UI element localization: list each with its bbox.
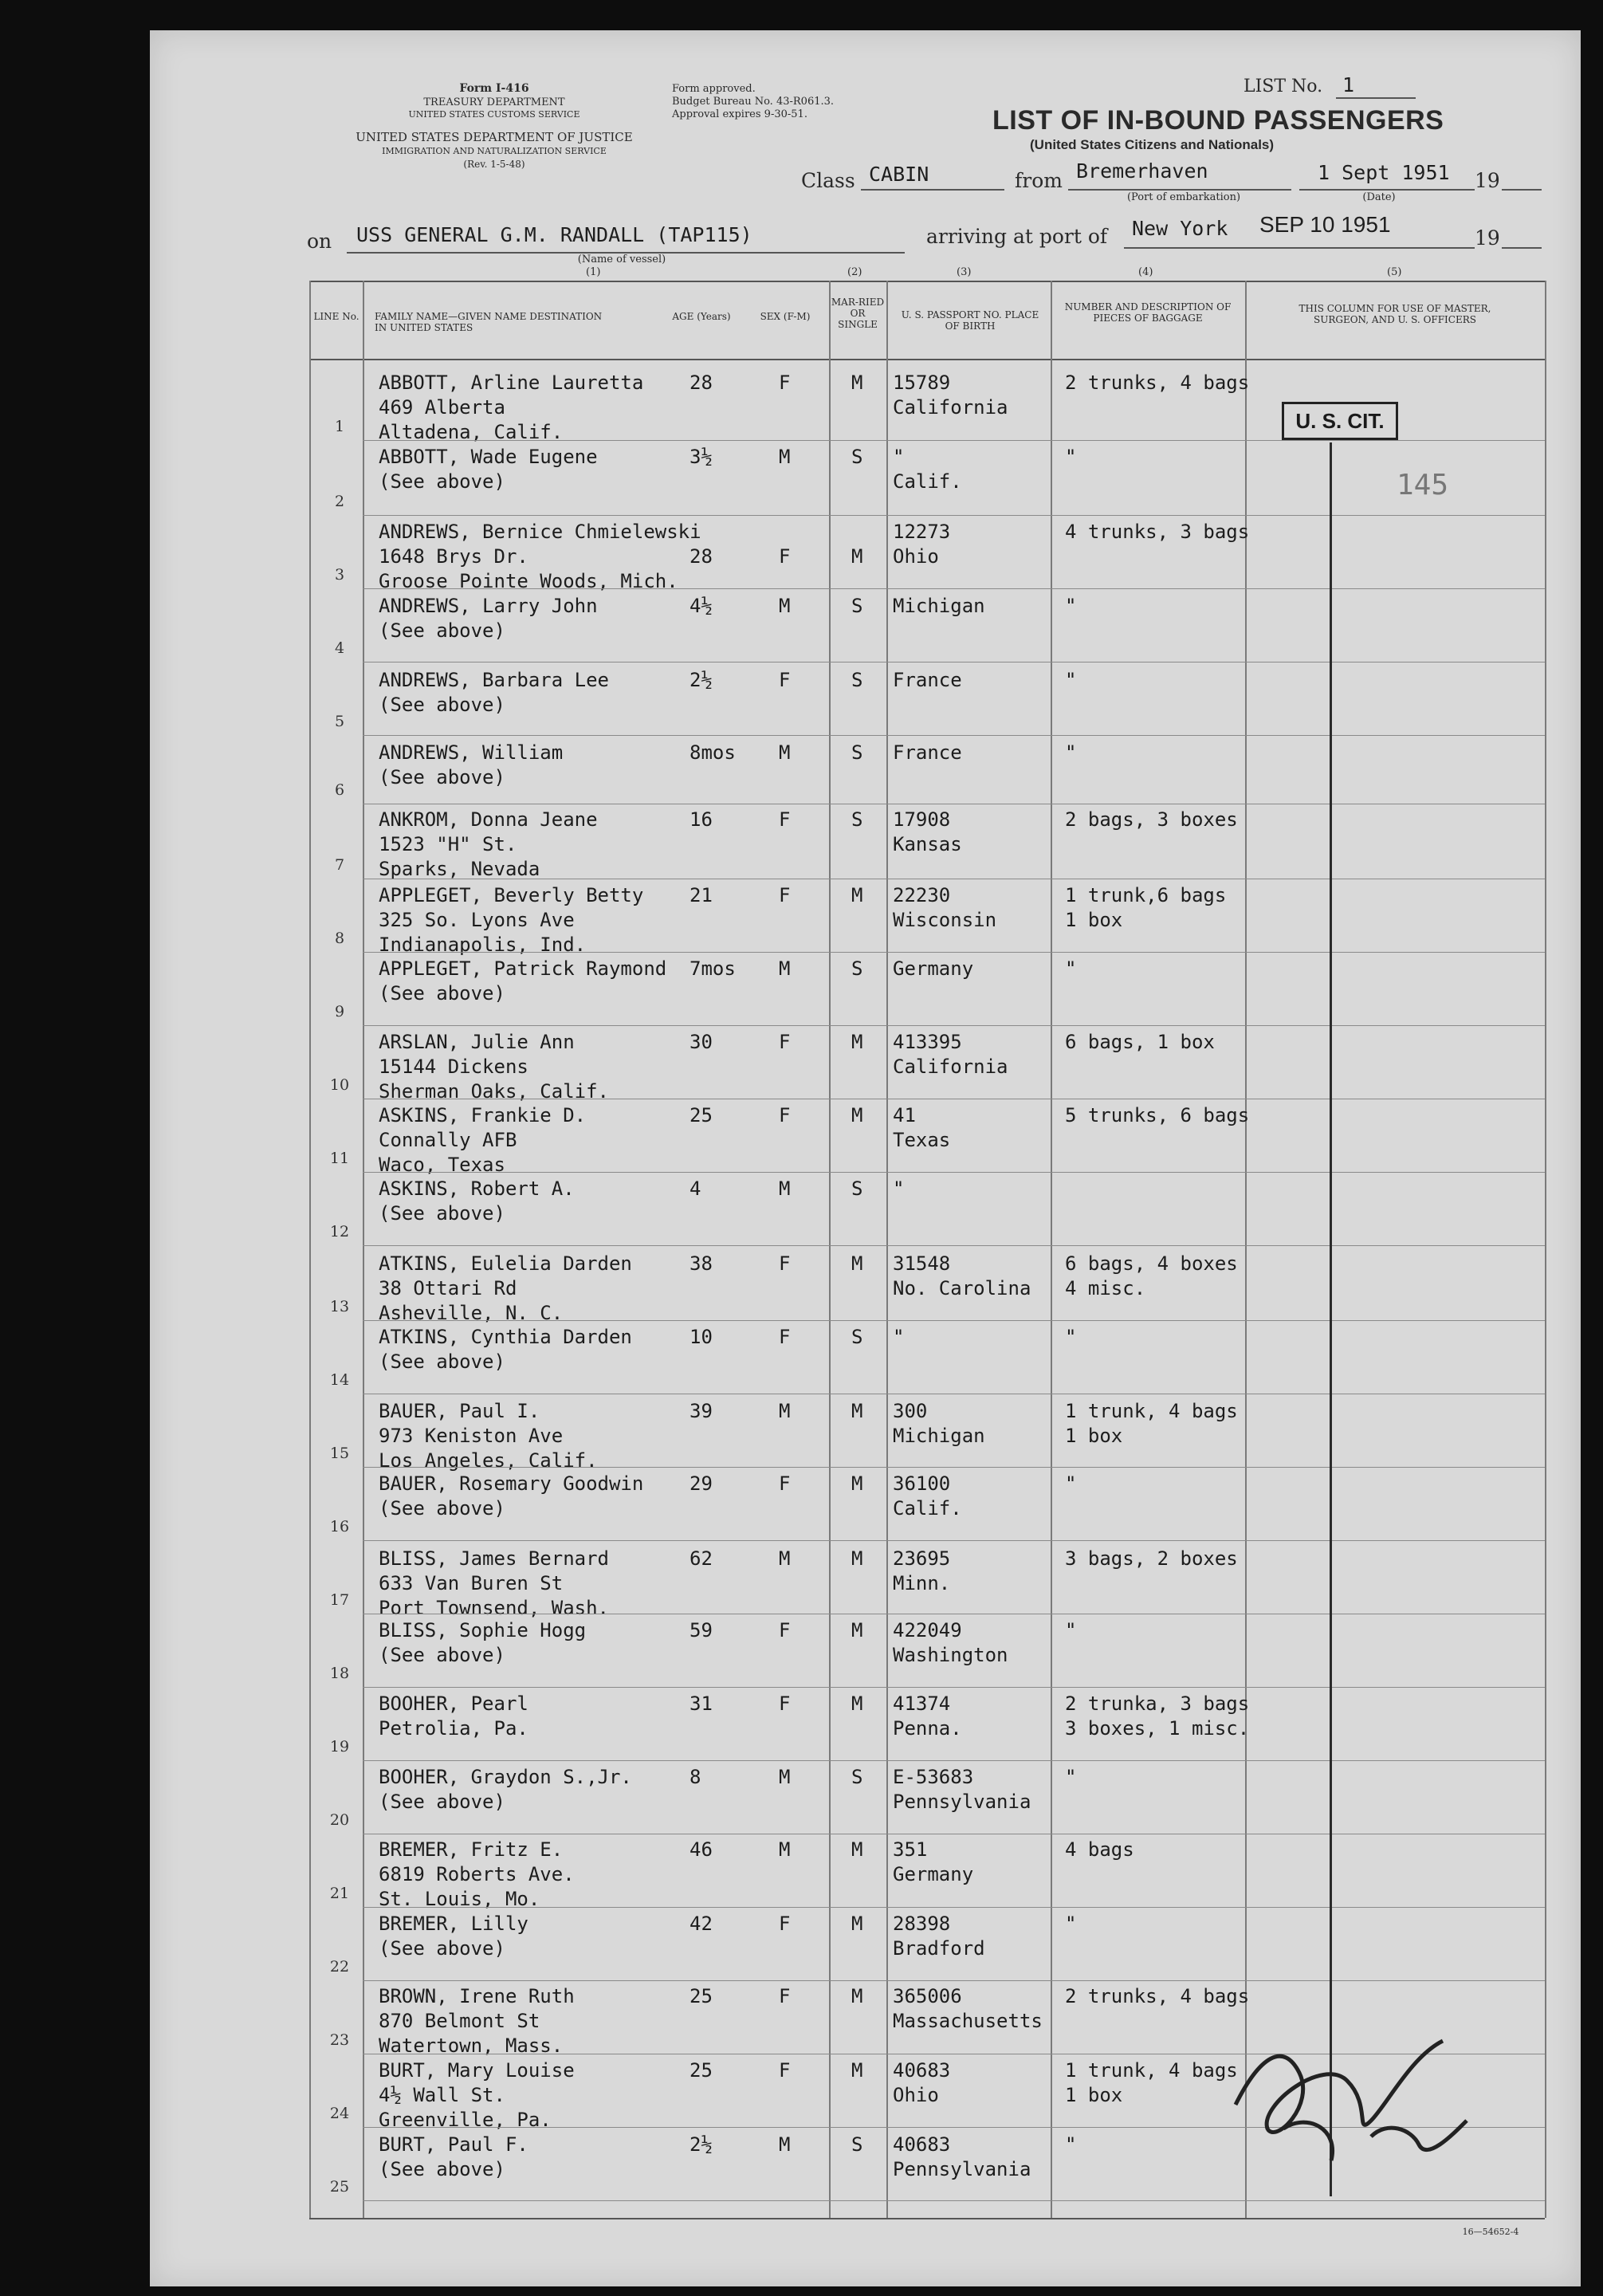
- marital-status: S: [851, 2133, 863, 2156]
- passenger-sex: F: [779, 1031, 791, 1053]
- passport-birthplace: 23695 Minn.: [893, 1547, 951, 1594]
- treasury-dept: TREASURY DEPARTMENT: [423, 96, 565, 108]
- passport-birthplace: 31548 No. Carolina: [893, 1252, 1031, 1299]
- marital-status: M: [851, 372, 863, 394]
- port-of-embarkation: Bremerhaven: [1076, 159, 1208, 183]
- col-number: (4): [1138, 266, 1153, 278]
- passenger-sex: M: [779, 1400, 791, 1422]
- marital-status: M: [851, 1619, 863, 1641]
- passenger-name: BLISS, Sophie Hogg (See above): [379, 1619, 587, 1666]
- marital-status: M: [851, 1252, 863, 1275]
- row-separator: [363, 1025, 1545, 1026]
- row-separator: [363, 1540, 1545, 1541]
- row-separator: [363, 588, 1545, 589]
- marital-status: M: [851, 1400, 863, 1422]
- vessel-name: USS GENERAL G.M. RANDALL (TAP115): [356, 223, 752, 246]
- form-number: Form I-416: [459, 82, 529, 95]
- baggage-description: ": [1065, 1472, 1077, 1495]
- passenger-age: 3½: [690, 446, 713, 468]
- marital-status: M: [851, 1547, 863, 1570]
- col-head-baggage: NUMBER AND DESCRIPTION OF PIECES OF BAGGAGE: [1064, 301, 1232, 324]
- marital-status: M: [851, 2059, 863, 2082]
- passenger-sex: F: [779, 2059, 791, 2082]
- passenger-name: BAUER, Rosemary Goodwin (See above): [379, 1472, 644, 1520]
- marital-status: M: [851, 1838, 863, 1861]
- passport-birthplace: 40683 Pennsylvania: [893, 2133, 1031, 2180]
- line-number: 4: [334, 639, 345, 657]
- row-separator: [363, 1687, 1545, 1688]
- passenger-name: ARSLAN, Julie Ann 15144 Dickens Sherman Oaks, Calif.: [379, 1031, 609, 1103]
- passenger-age: 10: [690, 1326, 713, 1348]
- line-number: 7: [334, 856, 345, 874]
- passenger-age: 31: [690, 1693, 713, 1715]
- passenger-age: 28: [690, 372, 713, 394]
- line-number: 22: [329, 1958, 350, 1976]
- revision: (Rev. 1-5-48): [463, 159, 525, 170]
- col-divider: [1051, 281, 1052, 2218]
- col-divider: [363, 281, 364, 2218]
- passenger-sex: M: [779, 957, 791, 980]
- baggage-description: ": [1065, 741, 1077, 764]
- passenger-age: 25: [690, 1985, 713, 2007]
- underline: [861, 189, 1004, 191]
- baggage-description: 1 trunk,6 bags 1 box: [1065, 884, 1227, 931]
- marital-status: S: [851, 1177, 863, 1200]
- passport-birthplace: 40683 Ohio: [893, 2059, 951, 2106]
- col-divider: [1545, 281, 1546, 2218]
- passport-birthplace: 22230 Wisconsin: [893, 884, 997, 931]
- table-bottom-border: [309, 2218, 1545, 2219]
- passenger-sex: M: [779, 1547, 791, 1570]
- from-label: from: [1015, 169, 1063, 192]
- passenger-sex: F: [779, 1619, 791, 1641]
- line-number: 17: [329, 1591, 350, 1609]
- us-citizen-stamp: U. S. CIT.: [1282, 402, 1398, 440]
- footer-code: 16—54652-4: [1462, 2227, 1519, 2237]
- passenger-name: APPLEGET, Beverly Betty 325 So. Lyons Ave Indianapolis, Ind.: [379, 884, 644, 956]
- passport-birthplace: 36100 Calif.: [893, 1472, 962, 1520]
- col-head-married: MAR-RIED OR SINGLE: [831, 297, 885, 330]
- marital-status: S: [851, 595, 863, 617]
- passenger-sex: F: [779, 1326, 791, 1348]
- passenger-age: 16: [690, 808, 713, 831]
- header-bottom-border: [309, 359, 1545, 360]
- underline: [1299, 189, 1475, 191]
- col-number: (2): [847, 266, 862, 278]
- baggage-description: 5 trunks, 6 bags: [1065, 1104, 1250, 1126]
- col-divider: [829, 281, 831, 2218]
- marital-status: M: [851, 1913, 863, 1935]
- row-separator: [363, 1320, 1545, 1321]
- justice-dept: UNITED STATES DEPARTMENT OF JUSTICE: [356, 130, 633, 144]
- passport-birthplace: 300 Michigan: [893, 1400, 985, 1447]
- list-label: LIST No.: [1244, 77, 1323, 96]
- baggage-description: 2 trunka, 3 bags 3 boxes, 1 misc.: [1065, 1693, 1250, 1740]
- departure-date: 1 Sept 1951: [1318, 161, 1450, 184]
- passport-birthplace: ": [893, 1177, 905, 1200]
- passenger-age: 62: [690, 1547, 713, 1570]
- line-number: 9: [334, 1003, 345, 1020]
- marital-status: S: [851, 446, 863, 468]
- passenger-name: ABBOTT, Arline Lauretta 469 Alberta Altadena, Calif.: [379, 372, 644, 443]
- line-number: 23: [329, 2031, 350, 2049]
- passenger-age: 8mos: [690, 741, 736, 764]
- passport-birthplace: 365006 Massachusetts: [893, 1985, 1043, 2032]
- line-number: 1: [334, 418, 345, 435]
- baggage-description: 4 trunks, 3 bags: [1065, 521, 1250, 543]
- line-number: 16: [329, 1518, 350, 1535]
- passenger-age: 2½: [690, 669, 713, 691]
- line-number: 14: [329, 1371, 350, 1389]
- passenger-name: BAUER, Paul I. 973 Keniston Ave Los Angeles, Calif.: [379, 1400, 598, 1472]
- baggage-description: ": [1065, 2133, 1077, 2156]
- underline: [1124, 247, 1475, 249]
- passenger-sex: M: [779, 1177, 791, 1200]
- passenger-sex: F: [779, 1985, 791, 2007]
- row-separator: [363, 515, 1545, 516]
- line-number: 2: [334, 493, 345, 510]
- col-head-line: LINE No.: [313, 311, 359, 322]
- line-number: 19: [329, 1738, 350, 1755]
- port-of-arrival: New York: [1132, 217, 1228, 240]
- col-divider: [886, 281, 888, 2218]
- baggage-description: ": [1065, 446, 1077, 468]
- passenger-sex: F: [779, 1913, 791, 1935]
- marital-status: M: [851, 1985, 863, 2007]
- baggage-description: 3 bags, 2 boxes: [1065, 1547, 1238, 1570]
- passenger-name: ATKINS, Eulelia Darden 38 Ottari Rd Asheville, N. C.: [379, 1252, 632, 1324]
- baggage-description: ": [1065, 1913, 1077, 1935]
- baggage-description: 1 trunk, 4 bags 1 box: [1065, 1400, 1238, 1447]
- line-number: 10: [329, 1076, 350, 1094]
- year-prefix-2: 19: [1475, 226, 1500, 250]
- customs-service: UNITED STATES CUSTOMS SERVICE: [408, 109, 580, 120]
- passenger-name: ANDREWS, William (See above): [379, 741, 564, 788]
- line-number: 12: [329, 1223, 350, 1240]
- line-number: 11: [329, 1150, 350, 1167]
- port-embark-caption: (Port of embarkation): [1126, 191, 1241, 203]
- passport-birthplace: 41374 Penna.: [893, 1693, 962, 1740]
- passenger-age: 7mos: [690, 957, 736, 980]
- passenger-sex: F: [779, 1252, 791, 1275]
- marital-status: S: [851, 669, 863, 691]
- passenger-name: ANDREWS, Bernice Chmielewski 1648 Brys Dr. Groose Pointe Woods, Mich.: [379, 521, 701, 592]
- vessel-caption: (Name of vessel): [577, 254, 666, 265]
- passenger-sex: M: [779, 1766, 791, 1788]
- passenger-sex: F: [779, 372, 791, 394]
- baggage-description: 6 bags, 1 box: [1065, 1031, 1215, 1053]
- underline: [1502, 189, 1542, 191]
- passenger-age: 29: [690, 1472, 713, 1495]
- row-separator: [363, 1245, 1545, 1246]
- passenger-sex: F: [779, 1693, 791, 1715]
- col-divider: [309, 281, 311, 2218]
- passenger-name: ABBOTT, Wade Eugene (See above): [379, 446, 598, 493]
- col-head-passport: U. S. PASSPORT NO. PLACE OF BIRTH: [901, 309, 1039, 332]
- line-number: 25: [329, 2178, 350, 2196]
- passenger-age: 25: [690, 2059, 713, 2082]
- marital-status: S: [851, 1326, 863, 1348]
- col-head-age: AGE (Years): [672, 311, 731, 322]
- col-head-sex: SEX (F-M): [760, 311, 811, 322]
- passenger-age: 21: [690, 884, 713, 906]
- passenger-name: BOOHER, Pearl Petrolia, Pa.: [379, 1693, 528, 1740]
- baggage-description: 6 bags, 4 boxes 4 misc.: [1065, 1252, 1238, 1299]
- officer-signature: [1212, 2009, 1483, 2184]
- arriving-label: arriving at port of: [926, 225, 1108, 248]
- row-separator: [363, 1467, 1545, 1468]
- passport-birthplace: Michigan: [893, 595, 985, 617]
- marital-status: S: [851, 808, 863, 831]
- list-subtitle: (United States Citizens and Nationals): [1030, 137, 1275, 152]
- passenger-name: ATKINS, Cynthia Darden (See above): [379, 1326, 632, 1373]
- line-number: 6: [334, 781, 345, 799]
- underline: [1336, 97, 1416, 99]
- col-number: (3): [957, 266, 972, 278]
- col-number: (1): [586, 266, 601, 278]
- marital-status: M: [851, 1104, 863, 1126]
- on-label: on: [307, 230, 332, 253]
- passenger-name: BURT, Paul F. (See above): [379, 2133, 528, 2180]
- passport-birthplace: 15789 California: [893, 372, 1008, 419]
- passenger-name: BLISS, James Bernard 633 Van Buren St Port Townsend, Wash.: [379, 1547, 609, 1619]
- passenger-sex: M: [779, 1838, 791, 1861]
- baggage-description: ": [1065, 669, 1077, 691]
- table-top-border: [309, 281, 1545, 282]
- passenger-name: APPLEGET, Patrick Raymond (See above): [379, 957, 667, 1005]
- row-separator: [363, 735, 1545, 736]
- marital-status: S: [851, 957, 863, 980]
- col-divider: [1245, 281, 1247, 2218]
- passenger-age: 30: [690, 1031, 713, 1053]
- marital-status: S: [851, 1766, 863, 1788]
- passenger-age: 46: [690, 1838, 713, 1861]
- passenger-name: ASKINS, Frankie D. Connally AFB Waco, Texas: [379, 1104, 587, 1176]
- passenger-sex: F: [779, 808, 791, 831]
- row-separator: [363, 952, 1545, 953]
- passport-birthplace: E-53683 Pennsylvania: [893, 1766, 1031, 1813]
- passenger-age: 25: [690, 1104, 713, 1126]
- passenger-sex: M: [779, 2133, 791, 2156]
- line-number: 18: [329, 1665, 350, 1682]
- passenger-name: BOOHER, Graydon S.,Jr. (See above): [379, 1766, 632, 1813]
- baggage-description: 2 bags, 3 boxes: [1065, 808, 1238, 831]
- passenger-age: 59: [690, 1619, 713, 1641]
- passenger-sex: F: [779, 545, 791, 568]
- passenger-name: ASKINS, Robert A. (See above): [379, 1177, 575, 1225]
- passport-birthplace: 17908 Kansas: [893, 808, 962, 855]
- col-head-officers: THIS COLUMN FOR USE OF MASTER, SURGEON, AND U. S. OFFICERS: [1299, 303, 1491, 325]
- line-number: 3: [334, 566, 345, 584]
- underline: [1068, 189, 1291, 191]
- ins-service: IMMIGRATION AND NATURALIZATION SERVICE: [382, 146, 607, 156]
- row-separator: [363, 2200, 1545, 2201]
- passenger-name: BURT, Mary Louise 4½ Wall St. Greenville, Pa.: [379, 2059, 575, 2131]
- approval-line: Approval expires 9-30-51.: [672, 108, 807, 120]
- passenger-name: ANKROM, Donna Jeane 1523 "H" St. Sparks, Nevada: [379, 808, 598, 880]
- underline: [1502, 247, 1542, 249]
- passenger-age: 4½: [690, 595, 713, 617]
- passenger-age: 39: [690, 1400, 713, 1422]
- passenger-sex: M: [779, 595, 791, 617]
- passport-birthplace: 12273 Ohio: [893, 521, 951, 568]
- passport-birthplace: 41 Texas: [893, 1104, 951, 1151]
- marital-status: M: [851, 1472, 863, 1495]
- marital-status: M: [851, 545, 863, 568]
- marital-status: M: [851, 1693, 863, 1715]
- stamp-count: 145: [1397, 469, 1449, 501]
- baggage-description: 2 trunks, 4 bags: [1065, 1985, 1250, 2007]
- col-number: (5): [1387, 266, 1402, 278]
- row-separator: [363, 1907, 1545, 1908]
- line-number: 20: [329, 1811, 350, 1829]
- passenger-age: 42: [690, 1913, 713, 1935]
- passport-birthplace: 28398 Bradford: [893, 1913, 985, 1960]
- manifest-page: [150, 30, 1581, 2286]
- baggage-description: 4 bags: [1065, 1838, 1134, 1861]
- passport-birthplace: 422049 Washington: [893, 1619, 1008, 1666]
- line-number: 13: [329, 1298, 350, 1315]
- line-number: 8: [334, 930, 345, 947]
- approval-line: Form approved.: [672, 83, 756, 95]
- line-number: 24: [329, 2105, 350, 2122]
- passenger-name: BREMER, Lilly (See above): [379, 1913, 528, 1960]
- passenger-sex: F: [779, 884, 791, 906]
- passport-birthplace: " Calif.: [893, 446, 962, 493]
- baggage-description: ": [1065, 1766, 1077, 1788]
- approval-line: Budget Bureau No. 43-R061.3.: [672, 96, 835, 108]
- passport-birthplace: France: [893, 741, 962, 764]
- passport-birthplace: France: [893, 669, 962, 691]
- passenger-age: 2½: [690, 2133, 713, 2156]
- year-prefix: 19: [1475, 169, 1500, 192]
- passenger-name: BROWN, Irene Ruth 870 Belmont St Watertown, Mass.: [379, 1985, 575, 2057]
- passenger-age: 4: [690, 1177, 701, 1200]
- row-separator: [363, 1980, 1545, 1981]
- marital-status: M: [851, 884, 863, 906]
- col-head-name: FAMILY NAME—GIVEN NAME DESTINATION IN UNITED STATES: [375, 311, 603, 333]
- passenger-age: 8: [690, 1766, 701, 1788]
- row-separator: [363, 1172, 1545, 1173]
- passenger-age: 38: [690, 1252, 713, 1275]
- passenger-name: ANDREWS, Barbara Lee (See above): [379, 669, 609, 716]
- passenger-sex: F: [779, 1104, 791, 1126]
- baggage-description: ": [1065, 957, 1077, 980]
- passenger-sex: F: [779, 669, 791, 691]
- class-value: CABIN: [869, 163, 929, 186]
- passport-birthplace: ": [893, 1326, 905, 1348]
- checkmark-line: [1330, 442, 1332, 2196]
- baggage-description: 1 trunk, 4 bags 1 box: [1065, 2059, 1238, 2106]
- passport-birthplace: 413395 California: [893, 1031, 1008, 1078]
- line-number: 15: [329, 1445, 350, 1462]
- line-number: 21: [329, 1885, 350, 1902]
- passport-birthplace: Germany: [893, 957, 974, 980]
- arrival-date-stamp: SEP 10 1951: [1259, 212, 1391, 237]
- row-separator: [363, 440, 1545, 441]
- baggage-description: 2 trunks, 4 bags: [1065, 372, 1250, 394]
- passenger-sex: M: [779, 446, 791, 468]
- marital-status: M: [851, 1031, 863, 1053]
- baggage-description: ": [1065, 1619, 1077, 1641]
- passenger-name: ANDREWS, Larry John (See above): [379, 595, 598, 642]
- line-number: 5: [334, 713, 345, 730]
- passenger-sex: F: [779, 1472, 791, 1495]
- passenger-age: 28: [690, 545, 713, 568]
- row-separator: [363, 1760, 1545, 1761]
- passenger-sex: M: [779, 741, 791, 764]
- passenger-name: BREMER, Fritz E. 6819 Roberts Ave. St. Louis, Mo.: [379, 1838, 575, 1910]
- date-caption: (Date): [1362, 191, 1396, 203]
- baggage-description: ": [1065, 595, 1077, 617]
- marital-status: S: [851, 741, 863, 764]
- list-title: LIST OF IN-BOUND PASSENGERS: [992, 105, 1444, 136]
- class-label: Class: [801, 169, 855, 192]
- passport-birthplace: 351 Germany: [893, 1838, 974, 1885]
- list-number: 1: [1342, 73, 1355, 96]
- baggage-description: ": [1065, 1326, 1077, 1348]
